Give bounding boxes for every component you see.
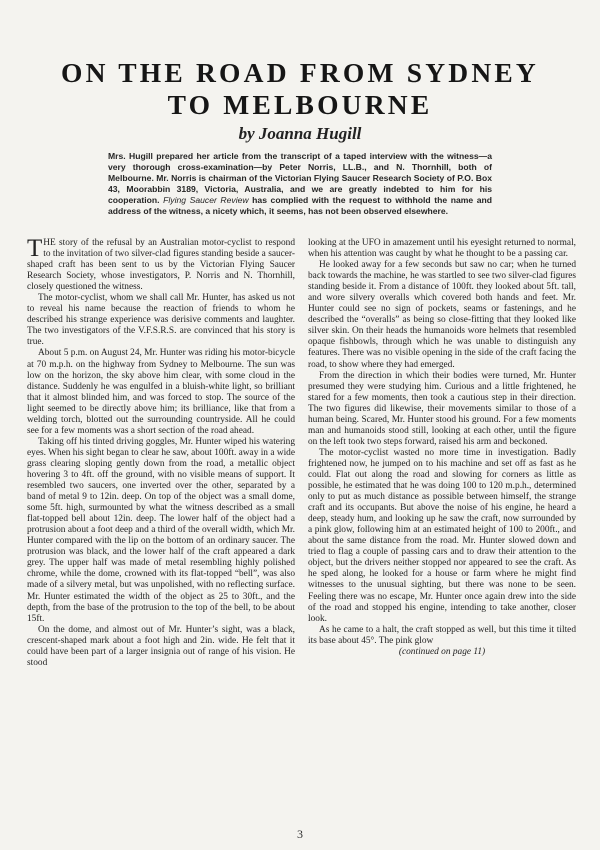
paragraph: He looked away for a few seconds but saw no car; when he turned back towards the machine, he was startled to see two silver-clad figures standing beside it. From a distance of 100ft. they looked about 5ft. tall, and wore silvery overalls which covered both hands and feet. Mr. Hunter could see no sign of pockets, seams or fastenings, and he described the “overalls” as being so close-fitting that they looked like silver skin. On their heads the humanoids wore helmets that resembled opaque fishbowls, through which he was unable to distinguish any features. There was no visible opening in the side of the craft facing the road, to show where they had emerged. xyxy=(308,260,576,370)
paragraph-text: story of the refusal by an Australian motor-cyclist to respond to the invitation of two silver-clad figures standing beside a saucer-shaped craft has been sent to us by the Victorian Flying Saucer Research Society, whose investigators, P. Norris and N. Thornhill, closely questioned the witness. xyxy=(27,238,295,293)
paragraph: About 5 p.m. on August 24, Mr. Hunter was riding his motor-bicycle at 70 m.p.h. on the highway from Sydney to Melbourne. The sun was low on the horizon, the sky above him clear, with some cloud in the distance. Suddenly he was engulfed in a bluish-white light, so brilliant that it almost blinded him, and was forced to stop. The source of the light seemed to be directly above him; its brilliance, like that from a welding torch, blotted out the surrounding countryside. All he could see for a few moments was a short section of the road ahead. xyxy=(27,348,296,436)
first-word-rest: HE xyxy=(43,238,56,248)
paragraph: Taking off his tinted driving goggles, Mr. Hunter wiped his watering eyes. When his sight began to clear he saw, about 100ft. away in a wide grass clearing sloping gently down from the road, a metallic object hovering 3 to 4ft. off the ground, with no visible means of support. It resembled two saucers, one inverted over the other, separated by a band of metal 9 to 12in. deep. On top of the object was a small dome, some 5ft. high, surmounted by what the witness described as a small flat-topped bell about 12in. deep. The lower half of the object had a protrusion about a foot deep and a third of the overall width, which Mr. Hunter compared with the lip on the bottom of an ordinary saucer. The protrusion was black, and the lower half of the craft appeared a dark grey. The upper half was made of metal resembling highly polished chrome, while the dome, crowned with its flat-topped “bell”, was also made of a silvery metal, but was unpolished, with no reflecting surface. Mr. Hunter estimated the width of the object as 25 to 30ft., and the depth, from the base of the protrusion to the top of the bell, to be about 15ft. xyxy=(27,436,295,624)
article-title-line-2: TO MELBOURNE xyxy=(167,89,433,120)
paragraph: The motor-cyclist wasted no more time in investigation. Badly frightened now, he jumped on to his machine and set off as fast as he could. Flat out along the road and slowing for corners as little as possible, he estimated that he was doing 100 to 120 m.p.h., determined only to put as much distance as possible between himself, the strange craft and its occupants. But above the noise of his engine, he heard a deep, steady hum, and looking up he saw the craft, now surrounded by a pink glow, following him at an estimated height of 100 to 200ft., and about the same distance from the road. Mr. Hunter slowed down and tried to flag a couple of passing cars and to draw their attention to the object, but the drivers neither stopped nor appeared to see the craft. As he sped along, he looked for a house or farm where he might find witnesses to the unusual sighting, but there was none to be seen. Feeling there was no escape, Mr. Hunter once again drew into the side of the road and stopped his engine, intending to take another, closer look. xyxy=(308,447,576,624)
intro-text-2: has complied with the request to withhold the name and address of the witness, a nicety which, it seems, has not been observed elsewhere. xyxy=(108,195,492,216)
intro-publication-name: Flying Saucer Review xyxy=(163,195,249,205)
page-number: 3 xyxy=(297,827,303,841)
article-title xyxy=(0,57,600,121)
article-byline: by Joanna Hugill xyxy=(238,124,362,143)
paragraph: looking at the UFO in amazement until his eyesight returned to normal, when his attention was caught by what he thought to be a passing car. xyxy=(308,238,576,260)
article-title-line-1: ON THE ROAD FROM SYDNEY xyxy=(61,57,539,88)
paragraph: As he came to a halt, the craft stopped as well, but this time it tilted its base about 45°. The pink glow xyxy=(308,624,576,646)
drop-cap: T xyxy=(27,235,43,262)
paragraph: On the dome, and almost out of Mr. Hunter’s sight, was a black, crescent-shaped mark about a foot high and 2in. wide. He felt that it could have been part of a larger insignia out of range of his vision. He stood xyxy=(27,624,295,668)
paragraph: From the direction in which their bodies were turned, Mr. Hunter presumed they were studying him. Curious and a little frightened, he stared for a few moments, then took a cautious step in their direction. The two figures did likewise, their movements similar to those of a human being. Scared, Mr. Hunter stood his ground. For a few moments man and humanoids stood still, looking at each other, until the figure on the left took two steps forward, raised his arm and beckoned. xyxy=(308,370,576,447)
left-column xyxy=(27,235,296,669)
paragraph: The motor-cyclist, whom we shall call Mr. Hunter, has asked us not to reveal his name because the reaction of friends to whom he described his strange experience was derisive comments and laughter. The two investigators of the V.F.S.R.S. are convinced that his story is true. xyxy=(27,293,295,348)
article-intro xyxy=(108,151,492,217)
right-column xyxy=(308,238,576,658)
paragraph xyxy=(27,235,295,293)
intro-text-1: Mrs. Hugill prepared her article from the transcript of a taped interview with the witness—a very thorough cross-examination—by Peter Norris, LL.B., and N. Thornhill, both of Melbourne. Mr. Norris is chairman of the Victorian Flying Saucer Research Society of P.O. Box 43, Moorabbin 3189, Victoria, Australia, and we are greatly indebted to him for his cooperation. xyxy=(108,151,492,205)
continued-note: (continued on page 11) xyxy=(398,646,486,657)
